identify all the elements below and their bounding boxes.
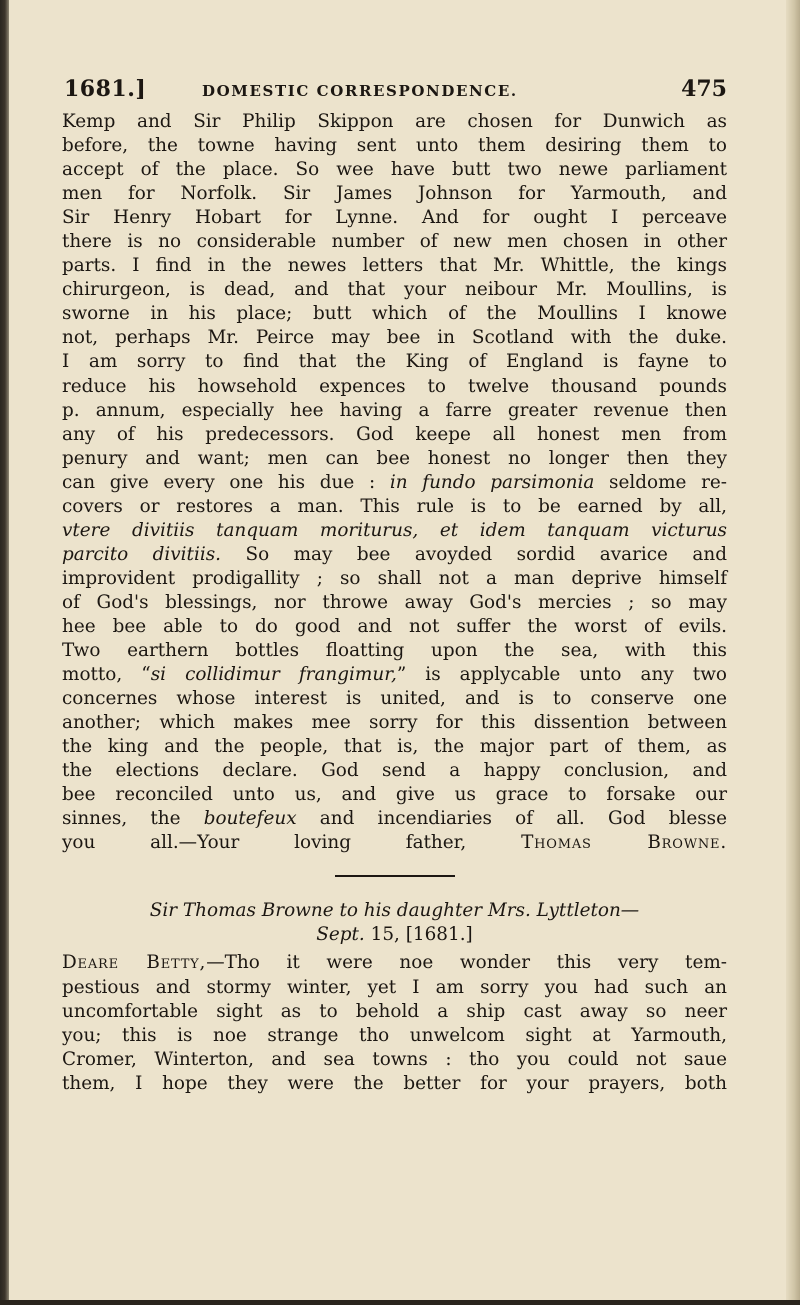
text-line: you; this is noe strange tho unwelcom sight at Yarmouth, xyxy=(62,1024,727,1046)
text-fragment: —Tho it were noe wonder this very tem- xyxy=(206,952,727,974)
text-fragment: motto, “ xyxy=(62,664,151,686)
heading-line: Sir Thomas Browne to his daughter Mrs. Lyttleton— xyxy=(149,900,640,922)
salutation: Deare Betty, xyxy=(62,952,207,974)
text-line xyxy=(62,663,727,687)
text-line: Cromer, Winterton, and sea towns : tho you could not saue xyxy=(62,1048,727,1070)
running-head-title: DOMESTIC CORRESPONDENCE. xyxy=(202,82,518,100)
french-word: boutefeux xyxy=(203,808,297,830)
text-line: covers or restores a man. This rule is to be earned by all, xyxy=(62,495,727,517)
page-edge xyxy=(786,0,800,1305)
closing-line xyxy=(62,831,727,855)
letter-two-body xyxy=(62,951,727,1095)
text-line: concernes whose interest is united, and is to conserve one xyxy=(62,688,727,710)
text-line: sworne in his place; butt which of the Moullins I knowe xyxy=(62,303,727,325)
text-line: them, I hope they were the better for your prayers, both xyxy=(62,1072,727,1094)
text-line: the king and the people, that is, the major part of them, as xyxy=(62,736,727,758)
text-line: reduce his howsehold expences to twelve thousand pounds xyxy=(62,375,727,397)
text-line: there is no considerable number of new men chosen in other xyxy=(62,231,727,253)
text-fragment: can give every one his due : xyxy=(62,471,376,493)
text-line: men for Norfolk. Sir James Johnson for Yarmouth, and xyxy=(62,183,727,205)
text-fragment: seldome re- xyxy=(609,471,727,493)
text-line: Sir Henry Hobart for Lynne. And for ought I perceave xyxy=(62,207,727,229)
page-bottom-edge xyxy=(0,1300,800,1305)
text-line: another; which makes mee sorry for this dissention between xyxy=(62,712,727,734)
text-line: before, the towne having sent unto them desiring them to xyxy=(62,135,727,157)
text-line: chirurgeon, is dead, and that your neibour Mr. Moullins, is xyxy=(62,279,727,301)
page-number: 475 xyxy=(681,76,727,102)
text-line: I am sorry to find that the King of England is fayne to xyxy=(62,351,727,373)
text-line xyxy=(62,951,727,975)
letter-two-heading xyxy=(62,899,727,947)
closing-text: you all.—Your loving father, xyxy=(62,832,467,854)
latin-motto: si collidimur frangimur, xyxy=(150,664,397,686)
text-line xyxy=(62,807,727,831)
text-line: penury and want; men can bee honest no longer then they xyxy=(62,447,727,469)
heading-date-month: Sept. xyxy=(316,924,365,946)
text-line: p. annum, especially hee having a farre greater revenue then xyxy=(62,399,727,421)
text-fragment: and incendiaries of all. God blesse xyxy=(319,808,727,830)
text-line: of God's blessings, nor throwe away God's mercies ; so may xyxy=(62,591,727,613)
text-line: improvident prodigallity ; so shall not a man deprive himself xyxy=(62,567,727,589)
section-divider xyxy=(335,875,455,877)
text-line: accept of the place. So wee have butt two newe parliament xyxy=(62,159,727,181)
text-line xyxy=(62,519,727,543)
running-head xyxy=(62,70,727,110)
heading-date-rest: 15, [1681.] xyxy=(370,924,473,946)
text-line xyxy=(62,471,727,495)
book-page xyxy=(62,70,727,1096)
text-fragment: ” is applycable unto any two xyxy=(396,664,728,686)
text-line: any of his predecessors. God keepe all honest men from xyxy=(62,423,727,445)
text-line: not, perhaps Mr. Peirce may bee in Scotland with the duke. xyxy=(62,327,727,349)
text-fragment: So may bee avoyded sordid avarice and xyxy=(245,543,727,565)
running-head-year: 1681.] xyxy=(64,76,147,102)
text-line: bee reconciled unto us, and give us grace to forsake our xyxy=(62,784,727,806)
letter-one-body xyxy=(62,110,727,855)
text-line xyxy=(62,543,727,567)
text-line: Kemp and Sir Philip Skippon are chosen for Dunwich as xyxy=(62,111,727,132)
text-line: pestious and stormy winter, yet I am sorry you had such an xyxy=(62,976,727,998)
latin-phrase: vtere divitiis tanquam moriturus, et idem tanquam victurus xyxy=(62,519,727,541)
latin-phrase: in fundo parsimonia xyxy=(389,471,595,493)
text-line: Two earthern bottles floatting upon the sea, with this xyxy=(62,640,727,662)
text-line: uncomfortable sight as to behold a ship cast away so neer xyxy=(62,1000,727,1022)
text-line: hee bee able to do good and not suffer the worst of evils. xyxy=(62,615,727,637)
signature: Thomas Browne. xyxy=(521,832,727,854)
page-binding-shadow xyxy=(0,0,9,1305)
text-fragment: sinnes, the xyxy=(62,808,181,830)
text-line: the elections declare. God send a happy conclusion, and xyxy=(62,760,727,782)
heading-line xyxy=(62,923,727,947)
latin-phrase: parcito divitiis. xyxy=(62,543,221,565)
text-line: parts. I find in the newes letters that Mr. Whittle, the kings xyxy=(62,255,727,277)
